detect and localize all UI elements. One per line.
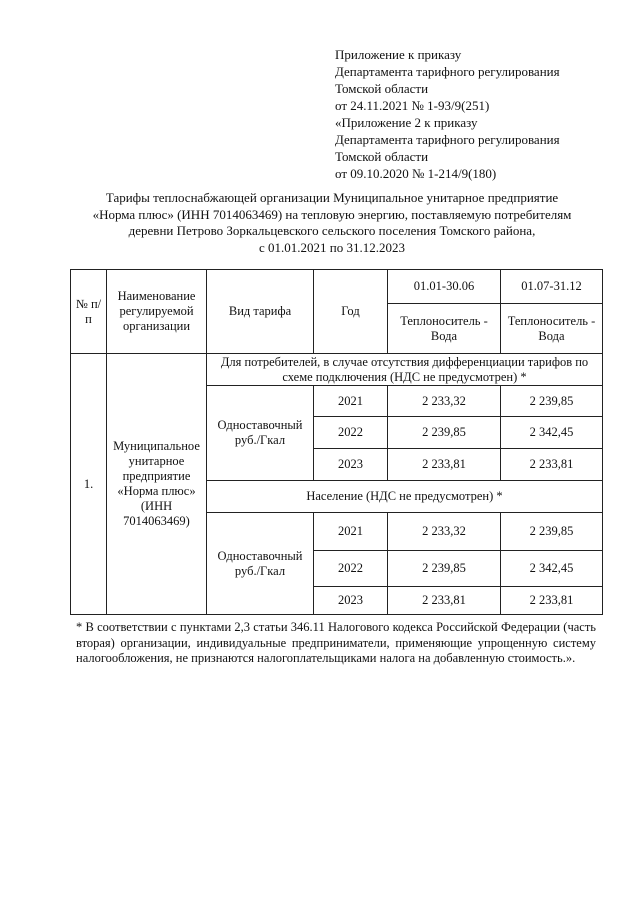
tariff-value: 2 239,85 — [501, 513, 603, 551]
header-carrier-first-half: Теплоноситель - Вода — [388, 304, 501, 354]
tariff-value: 2 233,32 — [388, 386, 501, 417]
document-title — [62, 190, 602, 256]
title-line: с 01.01.2021 по 31.12.2023 — [259, 239, 405, 255]
appendix-line: Департамента тарифного регулирования — [335, 64, 560, 79]
tariff-type: Одноставочный руб./Гкал — [207, 386, 314, 481]
appendix-line: Томской области — [335, 149, 429, 164]
table-header-row — [71, 270, 603, 304]
tariff-value: 2 233,81 — [388, 449, 501, 481]
tariff-value: 2 233,81 — [501, 587, 603, 615]
appendix-line: от 24.11.2021 № 1-93/9(251) — [335, 98, 490, 113]
tariff-value: 2 239,85 — [501, 386, 603, 417]
title-line: деревни Петрово Зоркальцевского сельского поселения Томского района, — [128, 223, 536, 238]
tariff-table — [70, 269, 603, 615]
year-cell: 2021 — [314, 386, 388, 417]
header-tariff-type: Вид тарифа — [207, 270, 314, 354]
header-period-second-half: 01.07-31.12 — [501, 270, 603, 304]
tariff-value: 2 239,85 — [388, 417, 501, 449]
title-line: «Норма плюс» (ИНН 7014063469) на тепловую энергию, поставляемую потребителям — [92, 206, 572, 222]
header-year: Год — [314, 270, 388, 354]
appendix-line: Департамента тарифного регулирования — [335, 132, 560, 147]
header-organization: Наименование регулируемой организации — [107, 270, 207, 354]
appendix-header — [335, 46, 625, 182]
year-cell: 2022 — [314, 417, 388, 449]
tariff-value: 2 239,85 — [388, 551, 501, 587]
header-period-first-half: 01.01-30.06 — [388, 270, 501, 304]
year-cell: 2021 — [314, 513, 388, 551]
organization-name: Муниципальное унитарное предприятие «Норма плюс» (ИНН 7014063469) — [107, 354, 207, 615]
appendix-line: от 09.10.2020 № 1-214/9(180) — [335, 166, 497, 181]
header-carrier-second-half: Теплоноситель - Вода — [501, 304, 603, 354]
tariff-type: Одноставочный руб./Гкал — [207, 513, 314, 615]
tariff-value: 2 233,32 — [388, 513, 501, 551]
section-caption: Для потребителей, в случае отсутствия дифференциации тарифов по схеме подключения (НДС не предусмотрен) * — [207, 354, 603, 386]
footnote: * В соответствии с пунктами 2,3 статьи 346.11 Налогового кодекса Российской Федерации (часть вторая) организации, индивидуальные предприниматели, применяющие упрощенную систему налогообложения, не признаются налогоплательщиками налога на добавленную стоимость.». — [76, 620, 596, 665]
year-cell: 2023 — [314, 587, 388, 615]
header-number: № п/п — [71, 270, 107, 354]
tariff-value: 2 342,45 — [501, 551, 603, 587]
tariff-value: 2 342,45 — [501, 417, 603, 449]
appendix-line: Приложение к приказу — [335, 47, 462, 62]
tariff-value: 2 233,81 — [501, 449, 603, 481]
row-number: 1. — [71, 354, 107, 615]
section-caption-row — [71, 354, 603, 386]
section-caption: Население (НДС не предусмотрен) * — [207, 481, 603, 513]
year-cell: 2022 — [314, 551, 388, 587]
title-line: Тарифы теплоснабжающей организации Муниципальное унитарное предприятие — [105, 190, 559, 205]
appendix-line: «Приложение 2 к приказу — [335, 115, 478, 130]
tariff-value: 2 233,81 — [388, 587, 501, 615]
appendix-line: Томской области — [335, 81, 429, 96]
year-cell: 2023 — [314, 449, 388, 481]
